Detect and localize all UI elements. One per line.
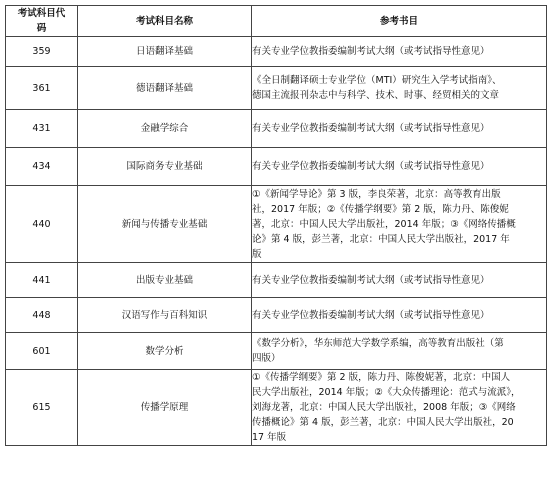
table-row <box>6 148 547 186</box>
reference-books-cell <box>252 370 547 446</box>
table-row <box>6 67 547 110</box>
reference-book-line: 有关专业学位教指委编制考试大纲（或考试指导性意见） <box>252 46 490 57</box>
subject-code-cell: 615 <box>6 370 78 446</box>
reference-book-line: 有关专业学位教指委编制考试大纲（或考试指导性意见） <box>252 161 490 172</box>
subject-name-cell: 汉语写作与百科知识 <box>78 298 252 333</box>
reference-book-line: 有关专业学位教指委编制考试大纲（或考试指导性意见） <box>252 274 490 286</box>
reference-books-cell <box>252 67 547 110</box>
subject-code-cell: 440 <box>6 186 78 263</box>
subject-code-cell: 441 <box>6 263 78 298</box>
reference-books-cell <box>252 37 547 67</box>
subject-name-cell: 新闻与传播专业基础 <box>78 186 252 263</box>
reference-book-line: 社，2017 年版；②《传播学纲要》第 2 版，陈力丹、陈俊妮 <box>252 203 509 215</box>
reference-book-line: 版 <box>252 248 262 260</box>
header-name: 考试科目名称 <box>78 6 252 37</box>
reference-book-line: 《全日制翻译硕士专业学位（MTI）研究生入学考试指南》、 <box>252 75 502 86</box>
table-row <box>6 186 547 263</box>
subject-code-cell: 601 <box>6 333 78 370</box>
reference-book-line: 《数学分析》，华东师范大学数学系编，高等教育出版社（第 <box>252 338 504 349</box>
subject-name-cell: 国际商务专业基础 <box>78 148 252 186</box>
reference-books-cell <box>252 148 547 186</box>
subject-name-cell: 日语翻译基础 <box>78 37 252 67</box>
reference-book-line: ①《传播学纲要》第 2 版，陈力丹、陈俊妮著，北京：中国人 <box>252 372 511 383</box>
table-header <box>6 6 547 37</box>
reference-book-line: 德国主流报刊杂志中与科学、技术、时事、经贸相关的文章 <box>252 90 500 101</box>
reference-book-line: 17 年版 <box>252 432 287 443</box>
table-row <box>6 333 547 370</box>
subject-code-cell: 448 <box>6 298 78 333</box>
table-row <box>6 110 547 148</box>
table-row <box>6 37 547 67</box>
table-body <box>6 37 547 446</box>
reference-books-cell <box>252 186 547 263</box>
reference-book-table <box>5 5 547 446</box>
reference-book-line: ①《新闻学导论》第 3 版，李良荣著，北京：高等教育出版 <box>252 188 501 200</box>
reference-book-line: 有关专业学位教指委编制考试大纲（或考试指导性意见） <box>252 309 490 321</box>
reference-book-line: 论》第 4 版，彭兰著，北京：中国人民大学出版社，2017 年 <box>252 233 510 245</box>
subject-name-cell: 数学分析 <box>78 333 252 370</box>
table-row <box>6 263 547 298</box>
reference-book-line: 民大学出版社，2014 年版；②《大众传播理论：范式与流派》， <box>252 387 521 398</box>
subject-code-cell: 361 <box>6 67 78 110</box>
table-row <box>6 370 547 446</box>
reference-books-cell <box>252 333 547 370</box>
reference-book-line: 刘海龙著，北京：中国人民大学出版社，2008 年版；③《网络 <box>252 402 516 413</box>
subject-name-cell: 出版专业基础 <box>78 263 252 298</box>
subject-code-cell: 431 <box>6 110 78 148</box>
reference-book-line: 传播概论》第 4 版，彭兰著，北京：中国人民大学出版社，20 <box>252 417 514 428</box>
subject-name-cell: 德语翻译基础 <box>78 67 252 110</box>
subject-name-cell: 传播学原理 <box>78 370 252 446</box>
table-row <box>6 298 547 333</box>
header-code: 考试科目代码 <box>6 6 78 37</box>
subject-name-cell: 金融学综合 <box>78 110 252 148</box>
reference-books-cell <box>252 298 547 333</box>
reference-books-cell <box>252 263 547 298</box>
subject-code-cell: 359 <box>6 37 78 67</box>
header-books: 参考书目 <box>252 6 547 37</box>
subject-code-cell: 434 <box>6 148 78 186</box>
reference-book-line: 有关专业学位教指委编制考试大纲（或考试指导性意见） <box>252 123 490 134</box>
header-row <box>6 6 547 37</box>
reference-book-line: 著，北京：中国人民大学出版社，2014 年版；③《网络传播概 <box>252 218 516 230</box>
reference-book-line: 四版） <box>252 353 281 364</box>
reference-books-cell <box>252 110 547 148</box>
